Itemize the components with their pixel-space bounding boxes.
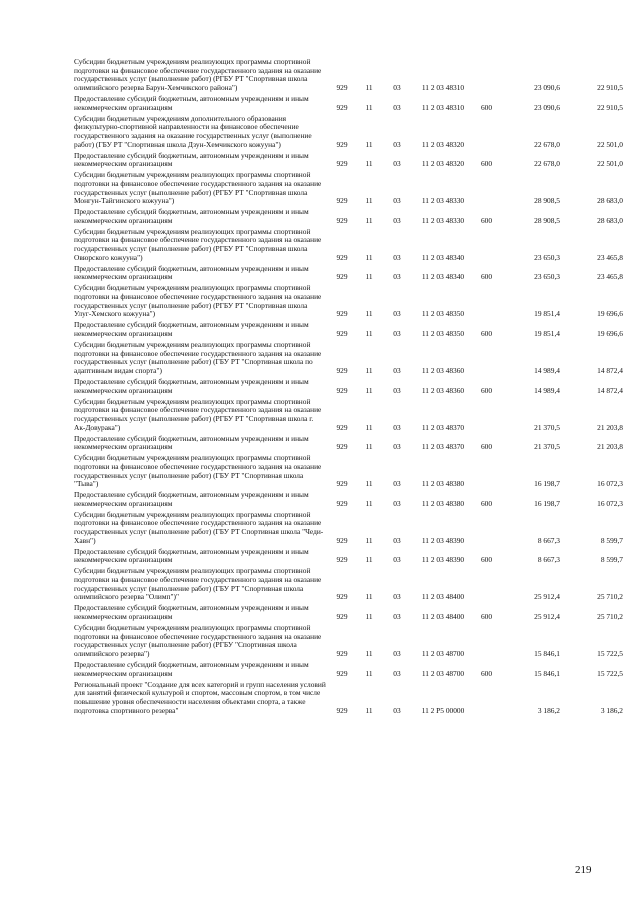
target-article-code: 11 2 03 48380 bbox=[421, 479, 465, 489]
expense-type-code bbox=[476, 511, 497, 548]
ministry-code: 929 bbox=[336, 592, 348, 602]
subsection-code: 03 bbox=[393, 649, 401, 659]
budget-page bbox=[74, 57, 623, 718]
table-row bbox=[74, 171, 623, 208]
ministry-code: 929 bbox=[336, 102, 348, 112]
amount-year-2: 3 186,2 bbox=[600, 705, 623, 715]
row-description: Предоставление субсидий бюджетным, автономным учреждениям и иным некоммерческим организациям bbox=[74, 546, 309, 565]
expense-type-code: 600 bbox=[480, 555, 493, 565]
section-code: 11 bbox=[365, 366, 373, 376]
table-row bbox=[74, 435, 623, 455]
section-code: 11 bbox=[365, 159, 373, 169]
ministry-code: 929 bbox=[336, 196, 348, 206]
target-article-code: 11 2 03 48360 bbox=[421, 366, 465, 376]
table-row bbox=[74, 341, 623, 378]
subsection-code: 03 bbox=[393, 252, 401, 262]
amount-year-1: 21 370,5 bbox=[534, 422, 560, 432]
target-article-code: 11 2 03 48320 bbox=[421, 139, 465, 149]
section-code: 11 bbox=[365, 196, 373, 206]
target-article-code: 11 2 03 48700 bbox=[421, 668, 465, 678]
amount-year-2: 15 722,5 bbox=[597, 649, 623, 659]
target-article-code: 11 2 03 48350 bbox=[421, 309, 465, 319]
section-code: 11 bbox=[365, 309, 373, 319]
table-row bbox=[74, 58, 623, 95]
subsection-code: 03 bbox=[393, 612, 401, 622]
row-description: Субсидии бюджетным учреждениям реализующих программы спортивной подготовки на финансовое обеспечение государственного задания на оказание государственных услуг (выполнение работ) (ГБУ РТ "Спортивная школа по адаптивным видам спорта") bbox=[74, 339, 322, 376]
amount-year-2: 28 683,0 bbox=[597, 196, 623, 206]
ministry-code: 929 bbox=[336, 252, 348, 262]
amount-year-2: 14 872,4 bbox=[597, 366, 623, 376]
expense-type-code: 600 bbox=[480, 329, 493, 339]
row-description: Предоставление субсидий бюджетным, автономным учреждениям и иным некоммерческим организациям bbox=[74, 150, 309, 169]
section-code: 11 bbox=[365, 252, 373, 262]
table-row bbox=[74, 321, 623, 341]
ministry-code: 929 bbox=[336, 139, 348, 149]
target-article-code: 11 2 03 48360 bbox=[421, 385, 465, 395]
row-description: Субсидии бюджетным учреждениям реализующих программы спортивной подготовки на финансовое обеспечение государственного задания на оказание государственных услуг (выполнение работ) (ГБУ РТ "Спортивная школа "Тыва") bbox=[74, 453, 322, 489]
amount-year-1: 3 186,2 bbox=[537, 705, 560, 715]
subsection-code: 03 bbox=[393, 385, 401, 395]
amount-year-1: 8 667,3 bbox=[537, 535, 560, 545]
amount-year-2: 21 203,8 bbox=[597, 442, 623, 452]
section-code: 11 bbox=[365, 442, 373, 452]
expense-type-code: 600 bbox=[480, 215, 493, 225]
amount-year-1: 15 846,1 bbox=[534, 649, 560, 659]
subsection-code: 03 bbox=[393, 705, 401, 715]
row-description: Субсидии бюджетным учреждениям реализующих программы спортивной подготовки на финансовое обеспечение государственного задания на оказание государственных услуг (выполнение работ) (РГБУ РТ "Спортивная школа Улуг-Хемского кожууна") bbox=[74, 283, 322, 319]
amount-year-2: 28 683,0 bbox=[597, 215, 623, 225]
amount-year-1: 28 908,5 bbox=[534, 196, 560, 206]
amount-year-1: 16 198,7 bbox=[534, 479, 560, 489]
target-article-code: 11 2 03 48380 bbox=[421, 498, 465, 508]
amount-year-1: 14 989,4 bbox=[534, 385, 560, 395]
amount-year-2: 22 910,5 bbox=[597, 102, 623, 112]
target-article-code: 11 2 03 48310 bbox=[421, 102, 465, 112]
amount-year-2: 15 722,5 bbox=[597, 668, 623, 678]
amount-year-1: 22 678,0 bbox=[534, 159, 560, 169]
table-row bbox=[74, 228, 623, 265]
row-description: Предоставление субсидий бюджетным, автономным учреждениям и иным некоммерческим организациям bbox=[74, 320, 309, 339]
ministry-code: 929 bbox=[336, 612, 348, 622]
section-code: 11 bbox=[365, 102, 373, 112]
table-row bbox=[74, 284, 623, 321]
expense-type-code bbox=[476, 398, 497, 435]
amount-year-2: 25 710,2 bbox=[597, 612, 623, 622]
target-article-code: 11 2 03 48370 bbox=[421, 442, 465, 452]
subsection-code: 03 bbox=[393, 272, 401, 282]
table-row bbox=[74, 661, 623, 681]
target-article-code: 11 2 03 48340 bbox=[421, 272, 465, 282]
section-code: 11 bbox=[365, 498, 373, 508]
page-number: 219 bbox=[575, 864, 592, 876]
row-description: Субсидии бюджетным учреждениям реализующих программы спортивной подготовки на финансовое обеспечение государственного задания на оказание государственных услуг (выполнение работ) (ГБУ РТ Спортивная школа "Чеди-Хавн") bbox=[74, 509, 324, 545]
subsection-code: 03 bbox=[393, 442, 401, 452]
budget-table bbox=[74, 58, 623, 718]
amount-year-1: 23 090,6 bbox=[534, 83, 560, 93]
table-row bbox=[74, 681, 623, 718]
expense-type-code: 600 bbox=[480, 385, 493, 395]
table-row bbox=[74, 491, 623, 511]
ministry-code: 929 bbox=[336, 83, 348, 93]
section-code: 11 bbox=[365, 705, 373, 715]
section-code: 11 bbox=[365, 479, 373, 489]
target-article-code: 11 2 03 48390 bbox=[421, 555, 465, 565]
target-article-code: 11 2 03 48330 bbox=[421, 215, 465, 225]
target-article-code: 11 2 03 48350 bbox=[421, 329, 465, 339]
amount-year-2: 8 599,7 bbox=[600, 555, 623, 565]
expense-type-code bbox=[476, 624, 497, 661]
section-code: 11 bbox=[365, 555, 373, 565]
amount-year-2: 22 501,0 bbox=[597, 159, 623, 169]
table-row bbox=[74, 95, 623, 115]
target-article-code: 11 2 03 48390 bbox=[421, 535, 465, 545]
ministry-code: 929 bbox=[336, 668, 348, 678]
subsection-code: 03 bbox=[393, 329, 401, 339]
target-article-code: 11 2 03 48320 bbox=[421, 159, 465, 169]
amount-year-1: 16 198,7 bbox=[534, 498, 560, 508]
section-code: 11 bbox=[365, 272, 373, 282]
section-code: 11 bbox=[365, 139, 373, 149]
expense-type-code: 600 bbox=[480, 442, 493, 452]
target-article-code: 11 2 03 48700 bbox=[421, 649, 465, 659]
budget-table-body bbox=[74, 58, 623, 718]
row-description: Субсидии бюджетным учреждениям реализующих программы спортивной подготовки на финансовое обеспечение государственного задания на оказание государственных услуг (выполнение работ) (ГБУ РТ "Спортивная школа олимпийского резерва "Олимп")" bbox=[74, 566, 322, 602]
subsection-code: 03 bbox=[393, 535, 401, 545]
section-code: 11 bbox=[365, 592, 373, 602]
table-row bbox=[74, 152, 623, 172]
amount-year-1: 25 912,4 bbox=[534, 592, 560, 602]
section-code: 11 bbox=[365, 83, 373, 93]
ministry-code: 929 bbox=[336, 215, 348, 225]
ministry-code: 929 bbox=[336, 329, 348, 339]
amount-year-1: 14 989,4 bbox=[534, 366, 560, 376]
expense-type-code bbox=[476, 567, 497, 604]
row-description: Предоставление субсидий бюджетным, автономным учреждениям и иным некоммерческим организациям bbox=[74, 376, 309, 395]
section-code: 11 bbox=[365, 535, 373, 545]
expense-type-code bbox=[476, 115, 497, 152]
subsection-code: 03 bbox=[393, 309, 401, 319]
amount-year-1: 23 090,6 bbox=[534, 102, 560, 112]
ministry-code: 929 bbox=[336, 159, 348, 169]
amount-year-1: 22 678,0 bbox=[534, 139, 560, 149]
expense-type-code bbox=[476, 681, 497, 718]
amount-year-2: 22 910,5 bbox=[597, 83, 623, 93]
amount-year-1: 28 908,5 bbox=[534, 215, 560, 225]
expense-type-code bbox=[476, 58, 497, 95]
table-row bbox=[74, 208, 623, 228]
section-code: 11 bbox=[365, 612, 373, 622]
row-description: Предоставление субсидий бюджетным, автономным учреждениям и иным некоммерческим организациям bbox=[74, 433, 309, 452]
table-row bbox=[74, 624, 623, 661]
ministry-code: 929 bbox=[336, 272, 348, 282]
row-description: Субсидии бюджетным учреждениям реализующих программы спортивной подготовки на финансовое обеспечение государственного задания на оказание государственных услуг (выполнение работ) (РГБУ РТ "Спортивная школа Монгун-Тайгинского кожууна") bbox=[74, 170, 322, 206]
target-article-code: 11 2 03 48370 bbox=[421, 422, 465, 432]
table-row bbox=[74, 115, 623, 152]
row-description: Субсидии бюджетным учреждениям реализующих программы спортивной подготовки на финансовое обеспечение государственного задания на оказание государственных услуг (выполнение работ) (РГБУ РТ "Спортивная школа Овюрского кожууна") bbox=[74, 226, 322, 262]
amount-year-2: 8 599,7 bbox=[600, 535, 623, 545]
subsection-code: 03 bbox=[393, 102, 401, 112]
amount-year-2: 25 710,2 bbox=[597, 592, 623, 602]
expense-type-code: 600 bbox=[480, 668, 493, 678]
row-description: Предоставление субсидий бюджетным, автономным учреждениям и иным некоммерческим организациям bbox=[74, 207, 309, 225]
ministry-code: 929 bbox=[336, 385, 348, 395]
target-article-code: 11 2 03 48340 bbox=[421, 252, 465, 262]
expense-type-code bbox=[476, 171, 497, 208]
amount-year-1: 21 370,5 bbox=[534, 442, 560, 452]
subsection-code: 03 bbox=[393, 196, 401, 206]
row-description: Предоставление субсидий бюджетным, автономным учреждениям и иным некоммерческим организациям bbox=[74, 603, 309, 622]
table-row bbox=[74, 567, 623, 604]
amount-year-1: 23 650,3 bbox=[534, 272, 560, 282]
amount-year-2: 23 465,8 bbox=[597, 272, 623, 282]
table-row bbox=[74, 604, 623, 624]
ministry-code: 929 bbox=[336, 649, 348, 659]
section-code: 11 bbox=[365, 649, 373, 659]
amount-year-2: 22 501,0 bbox=[597, 139, 623, 149]
amount-year-2: 19 696,6 bbox=[597, 329, 623, 339]
amount-year-1: 15 846,1 bbox=[534, 668, 560, 678]
amount-year-1: 23 650,3 bbox=[534, 252, 560, 262]
amount-year-2: 23 465,8 bbox=[597, 252, 623, 262]
subsection-code: 03 bbox=[393, 479, 401, 489]
amount-year-2: 19 696,6 bbox=[597, 309, 623, 319]
ministry-code: 929 bbox=[336, 366, 348, 376]
expense-type-code bbox=[476, 284, 497, 321]
target-article-code: 11 2 03 48330 bbox=[421, 196, 465, 206]
subsection-code: 03 bbox=[393, 592, 401, 602]
table-row bbox=[74, 265, 623, 285]
amount-year-1: 25 912,4 bbox=[534, 612, 560, 622]
ministry-code: 929 bbox=[336, 705, 348, 715]
ministry-code: 929 bbox=[336, 535, 348, 545]
amount-year-2: 16 072,3 bbox=[597, 479, 623, 489]
row-description: Субсидии бюджетным учреждениям реализующих программы спортивной подготовки на финансовое обеспечение государственного задания на оказание государственных услуг (выполнение работ) (РГБУ РТ "Спортивная школа г. Ак-Довурака") bbox=[74, 396, 322, 432]
ministry-code: 929 bbox=[336, 309, 348, 319]
row-description: Предоставление субсидий бюджетным, автономным учреждениям и иным некоммерческим организациям bbox=[74, 490, 309, 508]
ministry-code: 929 bbox=[336, 555, 348, 565]
amount-year-2: 14 872,4 bbox=[597, 385, 623, 395]
section-code: 11 bbox=[365, 215, 373, 225]
expense-type-code bbox=[476, 341, 497, 378]
row-description: Субсидии бюджетным учреждениям реализующих программы спортивной подготовки на финансовое обеспечение государственного задания на оказание государственных услуг (выполнение работ) (РГБУ РТ "Спортивная школа олимпийского резерва Барун-Хемчикского района") bbox=[74, 57, 322, 93]
target-article-code: 11 2 03 48400 bbox=[421, 612, 465, 622]
amount-year-2: 21 203,8 bbox=[597, 422, 623, 432]
table-row bbox=[74, 548, 623, 568]
amount-year-1: 19 851,4 bbox=[534, 309, 560, 319]
ministry-code: 929 bbox=[336, 422, 348, 432]
row-description: Субсидии бюджетным учреждениям дополнительного образования физкультурно-спортивной направленности на финансовое обеспечение государственного задания на оказание государственных услуг (выполнение работ) (ГБУ РТ "Спортивная школа Дзун-Хемчикского кожууна") bbox=[74, 113, 312, 149]
expense-type-code bbox=[476, 454, 497, 491]
ministry-code: 929 bbox=[336, 442, 348, 452]
subsection-code: 03 bbox=[393, 498, 401, 508]
ministry-code: 929 bbox=[336, 498, 348, 508]
amount-year-1: 8 667,3 bbox=[537, 555, 560, 565]
subsection-code: 03 bbox=[393, 668, 401, 678]
row-description: Субсидии бюджетным учреждениям реализующих программы спортивной подготовки на финансовое обеспечение государственного задания на оказание государственных услуг (выполнение работ) (РГБУ "Спортивная школа олимпийского резерва") bbox=[74, 622, 322, 659]
target-article-code: 11 2 03 48400 bbox=[421, 592, 465, 602]
subsection-code: 03 bbox=[393, 366, 401, 376]
ministry-code: 929 bbox=[336, 479, 348, 489]
subsection-code: 03 bbox=[393, 555, 401, 565]
table-row bbox=[74, 378, 623, 398]
target-article-code: 11 2 03 48310 bbox=[421, 83, 465, 93]
row-description: Региональный проект "Создание для всех категорий и групп населения условий для занятий физической культурой и спортом, массовым спортом, в том числе повышение уровня обеспеченности населения объектами спорта, а также подготовка спортивного резерва" bbox=[74, 679, 326, 715]
expense-type-code: 600 bbox=[480, 159, 493, 169]
subsection-code: 03 bbox=[393, 422, 401, 432]
expense-type-code: 600 bbox=[480, 498, 493, 508]
subsection-code: 03 bbox=[393, 139, 401, 149]
section-code: 11 bbox=[365, 329, 373, 339]
amount-year-2: 16 072,3 bbox=[597, 498, 623, 508]
amount-year-1: 19 851,4 bbox=[534, 329, 560, 339]
subsection-code: 03 bbox=[393, 83, 401, 93]
section-code: 11 bbox=[365, 422, 373, 432]
row-description: Предоставление субсидий бюджетным, автономным учреждениям и иным некоммерческим организациям bbox=[74, 659, 309, 678]
section-code: 11 bbox=[365, 668, 373, 678]
subsection-code: 03 bbox=[393, 215, 401, 225]
table-row bbox=[74, 398, 623, 435]
expense-type-code: 600 bbox=[480, 612, 493, 622]
row-description: Предоставление субсидий бюджетным, автономным учреждениям и иным некоммерческим организациям bbox=[74, 263, 309, 282]
table-row bbox=[74, 454, 623, 491]
target-article-code: 11 2 P5 00000 bbox=[421, 705, 465, 715]
expense-type-code: 600 bbox=[480, 272, 493, 282]
subsection-code: 03 bbox=[393, 159, 401, 169]
section-code: 11 bbox=[365, 385, 373, 395]
row-description: Предоставление субсидий бюджетным, автономным учреждениям и иным некоммерческим организациям bbox=[74, 94, 309, 112]
expense-type-code: 600 bbox=[480, 102, 493, 112]
expense-type-code bbox=[476, 228, 497, 265]
table-row bbox=[74, 511, 623, 548]
